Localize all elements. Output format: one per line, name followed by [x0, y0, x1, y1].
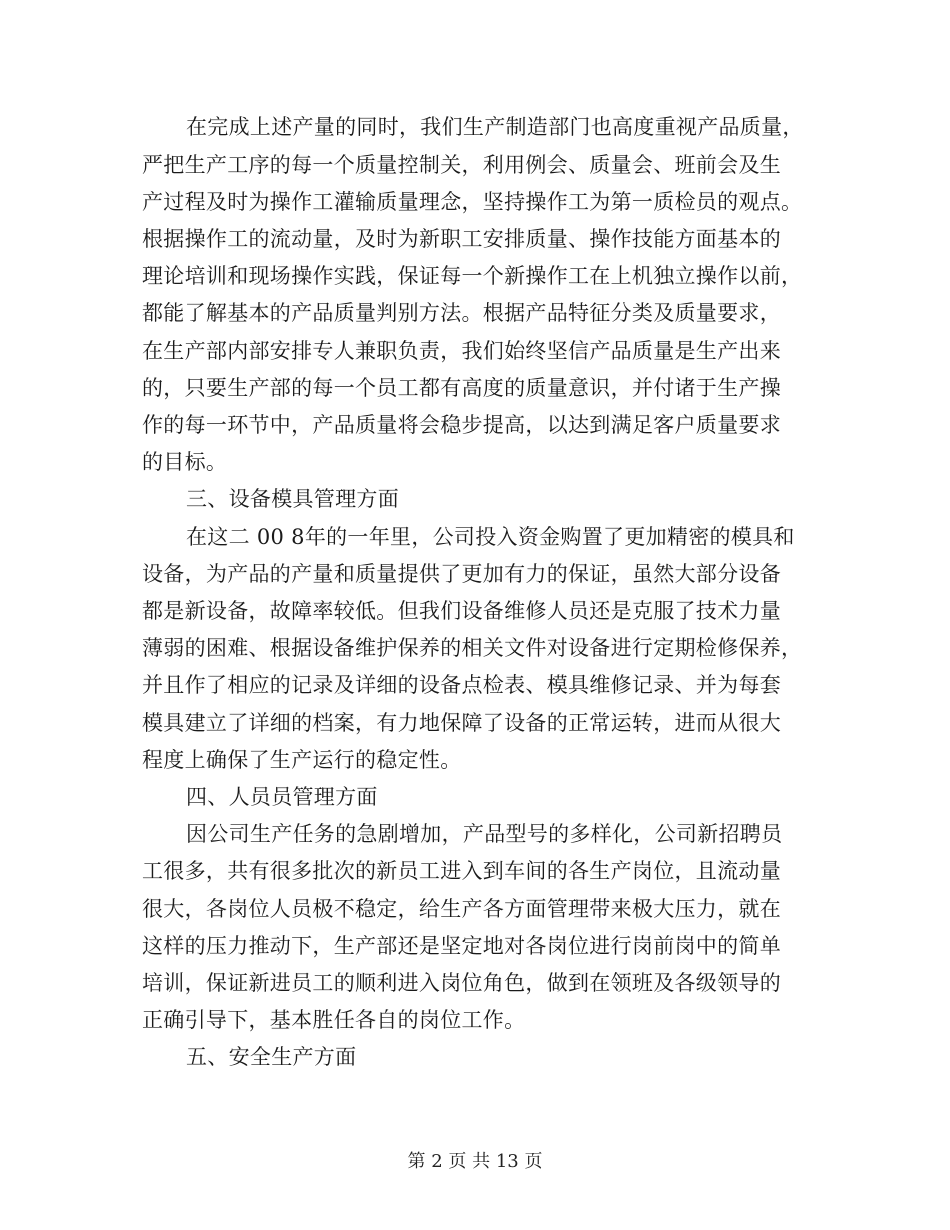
paragraph-line: 的，只要生产部的每一个员工都有高度的质量意识，并付诸于生产操: [142, 376, 781, 400]
paragraph-line: 很大，各岗位人员极不稳定，给生产各方面管理带来极大压力，就在: [142, 897, 781, 921]
paragraph-line: 培训，保证新进员工的顺利进入岗位角色，做到在领班及各级领导的: [142, 971, 781, 995]
paragraph-line: 理论培训和现场操作实践，保证每一个新操作工在上机独立操作以前，: [142, 264, 803, 288]
paragraph-line: 程度上确保了生产运行的稳定性。: [142, 748, 462, 772]
paragraph-line: 正确引导下，基本胜任各自的岗位工作。: [142, 1008, 526, 1032]
paragraph-line: 在完成上述产量的同时，我们生产制造部门也高度重视产品质量，: [186, 115, 804, 139]
paragraph-line: 的目标。: [142, 450, 228, 474]
paragraph-line: 这样的压力推动下，生产部还是坚定地对各岗位进行岗前岗中的简单: [142, 934, 781, 958]
paragraph-line: 在这二 00 8年的一年里，公司投入资金购置了更加精密的模具和: [186, 525, 795, 549]
paragraph-line: 都能了解基本的产品质量判别方法。根据产品特征分类及质量要求，: [142, 301, 781, 325]
paragraph-line: 工很多，共有很多批次的新员工进入到车间的各生产岗位，且流动量: [142, 859, 781, 883]
paragraph-line: 模具建立了详细的档案，有力地保障了设备的正常运转，进而从很大: [142, 711, 781, 735]
paragraph-line: 严把生产工序的每一个质量控制关，利用例会、质量会、班前会及生: [142, 153, 781, 177]
paragraph-line: 产过程及时为操作工灌输质量理念，坚持操作工为第一质检员的观点。: [142, 190, 803, 214]
paragraph-line: 因公司生产任务的急剧增加，产品型号的多样化，公司新招聘员: [186, 822, 783, 846]
section-heading-personnel: 四、人员员管理方面: [186, 785, 378, 809]
paragraph-line: 都是新设备，故障率较低。但我们设备维修人员还是克服了技术力量: [142, 599, 781, 623]
paragraph-line: 根据操作工的流动量，及时为新职工安排质量、操作技能方面基本的: [142, 227, 781, 251]
paragraph-line: 薄弱的困难、根据设备维护保养的相关文件对设备进行定期检修保养，: [142, 636, 803, 660]
paragraph-line: 设备，为产品的产量和质量提供了更加有力的保证，虽然大部分设备: [142, 562, 781, 586]
paragraph-line: 并且作了相应的记录及详细的设备点检表、模具维修记录、并为每套: [142, 673, 781, 697]
section-heading-safety: 五、安全生产方面: [186, 1045, 357, 1069]
page-number-footer: 第 2 页 共 13 页: [407, 1151, 543, 1172]
section-heading-equipment: 三、设备模具管理方面: [186, 487, 399, 511]
paragraph-line: 作的每一环节中，产品质量将会稳步提高，以达到满足客户质量要求: [142, 413, 781, 437]
paragraph-line: 在生产部内部安排专人兼职负责，我们始终坚信产品质量是生产出来: [142, 339, 781, 363]
